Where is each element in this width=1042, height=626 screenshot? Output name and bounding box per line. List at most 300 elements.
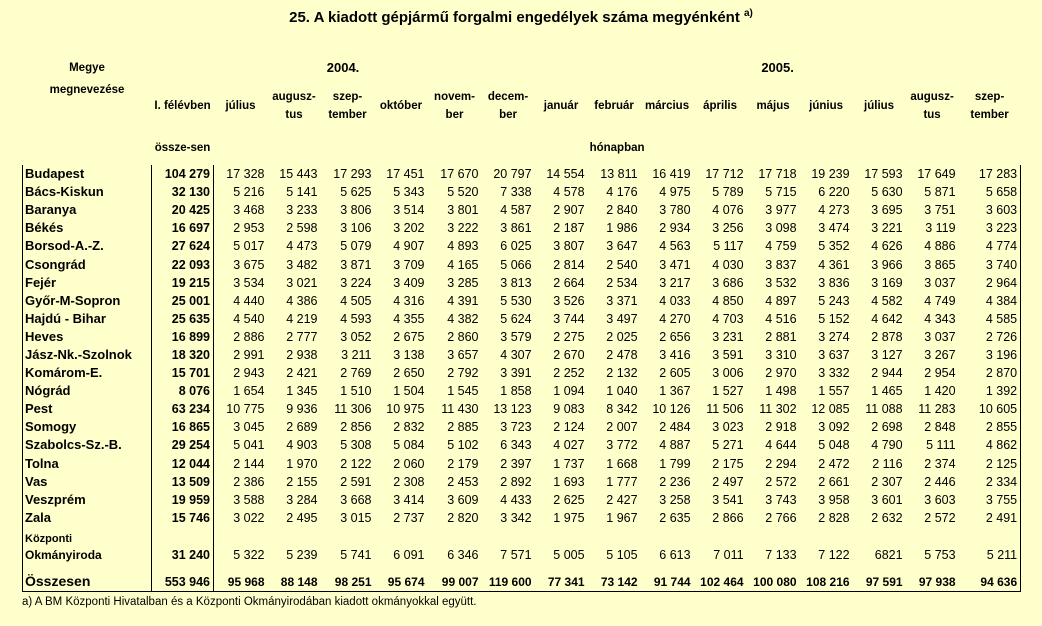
monthly-value: 5 141 [286, 185, 318, 200]
table-row [23, 400, 1021, 418]
monthly-value: 3 865 [924, 257, 956, 272]
monthly-value: 11 302 [759, 402, 797, 417]
monthly-value: 4 033 [659, 293, 691, 308]
monthly-value: 11 506 [706, 402, 744, 417]
monthly-value: 2 953 [233, 221, 265, 236]
county-name: Összesen [23, 563, 152, 592]
first-half-total: 29 254 [152, 436, 214, 454]
office-name-line1: Központi [25, 532, 73, 545]
monthly-value: 4 473 [286, 239, 318, 254]
monthly-value: 3 023 [712, 420, 744, 435]
monthly-value: 2 122 [340, 456, 372, 471]
monthly-value: 1 777 [606, 474, 638, 489]
monthly-value: 3 668 [340, 492, 372, 507]
monthly-value: 7 338 [500, 185, 532, 200]
monthly-value: 2 124 [553, 420, 585, 435]
monthly-value: 1 498 [765, 384, 797, 399]
monthly-value: 1 975 [553, 510, 585, 525]
monthly-value: 5 243 [818, 293, 850, 308]
county-name: Borsod-A.-Z. [23, 237, 152, 255]
table-row [23, 563, 1021, 592]
monthly-value: 4 897 [765, 293, 797, 308]
county-name: Somogy [23, 418, 152, 436]
monthly-value: 2 472 [818, 456, 850, 471]
monthly-value: 2 726 [959, 328, 1021, 346]
monthly-value: 4 176 [606, 185, 638, 200]
monthly-value: 3 657 [447, 347, 479, 362]
first-half-total: 25 635 [152, 310, 214, 328]
monthly-value: 10 605 [959, 400, 1021, 418]
monthly-value: 2 446 [924, 474, 956, 489]
monthly-value: 3 541 [712, 492, 744, 507]
monthly-value: 4 975 [659, 185, 691, 200]
monthly-value: 6 343 [500, 438, 532, 453]
monthly-value: 5 211 [959, 527, 1021, 563]
monthly-value: 119 600 [482, 563, 535, 592]
monthly-value: 3 807 [553, 239, 585, 254]
monthly-value: 6 025 [500, 239, 532, 254]
monthly-value: 3 958 [818, 492, 850, 507]
monthly-value: 3 482 [286, 257, 318, 272]
county-name: Baranya [23, 201, 152, 219]
first-half-total: 8 076 [152, 382, 214, 400]
monthly-value: 3 222 [447, 221, 479, 236]
monthly-value: 4 165 [447, 257, 479, 272]
month-header: decem-ber [487, 91, 529, 121]
monthly-value: 2 635 [659, 510, 691, 525]
monthly-value: 3 098 [765, 221, 797, 236]
monthly-value: 1 858 [500, 384, 532, 399]
monthly-value: 2 598 [286, 221, 318, 236]
monthly-value: 4 307 [500, 347, 532, 362]
monthly-value: 2 670 [553, 347, 585, 362]
monthly-value: 4 540 [233, 311, 265, 326]
table-row [23, 382, 1021, 400]
monthly-value: 17 451 [386, 167, 425, 182]
monthly-value: 3 740 [959, 255, 1021, 273]
first-half-total: 553 946 [152, 563, 214, 592]
month-header: július [864, 100, 895, 112]
monthly-value: 9 083 [553, 402, 585, 417]
monthly-value: 3 588 [233, 492, 265, 507]
month-header: novem-ber [434, 91, 475, 121]
month-header: október [379, 100, 423, 112]
table-row [23, 165, 1021, 183]
monthly-value: 3 285 [447, 275, 479, 290]
monthly-value: 3 695 [871, 203, 903, 218]
monthly-value: 17 328 [226, 167, 265, 182]
monthly-value: 2 792 [447, 366, 479, 381]
first-half-total: 19 959 [152, 491, 214, 509]
monthly-value: 11 088 [865, 402, 903, 417]
month-header: augusz-tus [910, 91, 954, 121]
monthly-value: 4 749 [924, 293, 956, 308]
monthly-value: 2 252 [553, 366, 585, 381]
monthly-value: 4 893 [447, 239, 479, 254]
title-footnote-mark: a) [743, 8, 753, 19]
monthly-value: 3 416 [659, 347, 691, 362]
monthly-value: 1 527 [712, 384, 744, 399]
monthly-value: 2 132 [606, 366, 638, 381]
first-half-total: 104 279 [152, 165, 214, 183]
monthly-value: 94 636 [959, 563, 1021, 592]
monthly-value: 99 007 [428, 563, 482, 592]
county-name: Hajdú - Bihar [23, 310, 152, 328]
county-name: Nógrád [23, 382, 152, 400]
county-name: Pest [23, 400, 152, 418]
monthly-value: 5 017 [233, 239, 265, 254]
monthly-value: 5 271 [712, 438, 744, 453]
first-half-header: I. félévben [154, 100, 211, 112]
monthly-value: 4 578 [553, 185, 585, 200]
month-header: július [225, 100, 256, 112]
monthly-value: 3 119 [925, 221, 956, 236]
monthly-value: 98 251 [321, 563, 375, 592]
monthly-value: 5 152 [818, 311, 850, 326]
monthly-value: 5 352 [818, 239, 850, 254]
monthly-value: 6 220 [818, 185, 850, 200]
monthly-value: 2 491 [959, 509, 1021, 527]
monthly-value: 3 127 [871, 347, 903, 362]
table-row [23, 219, 1021, 237]
monthly-value: 4 361 [818, 257, 850, 272]
monthly-value: 2 625 [553, 492, 585, 507]
monthly-value: 2 397 [500, 456, 532, 471]
month-header: március [645, 100, 690, 112]
monthly-value: 3 836 [818, 275, 850, 290]
monthly-value: 4 585 [959, 310, 1021, 328]
monthly-value: 1 504 [393, 384, 425, 399]
monthly-value: 3 780 [659, 203, 691, 218]
county-header [23, 55, 152, 165]
monthly-value: 13 811 [600, 167, 638, 182]
monthly-value: 1 420 [924, 384, 956, 399]
monthly-value: 3 310 [765, 347, 797, 362]
monthly-value: 4 433 [500, 492, 532, 507]
monthly-value: 17 649 [917, 167, 956, 182]
monthly-value: 3 743 [765, 492, 797, 507]
monthly-value: 2 970 [765, 366, 797, 381]
first-half-total: 31 240 [152, 527, 214, 563]
monthly-value: 1 557 [818, 384, 850, 399]
monthly-value: 2 689 [286, 420, 318, 435]
table-row [23, 255, 1021, 273]
monthly-value: 2 294 [765, 456, 797, 471]
monthly-value: 97 938 [906, 563, 959, 592]
monthly-value: 3 837 [765, 257, 797, 272]
monthly-value: 2 832 [393, 420, 425, 435]
monthly-value: 3 233 [286, 203, 318, 218]
monthly-value: 2 870 [959, 364, 1021, 382]
monthly-value: 6821 [874, 547, 903, 562]
monthly-value: 2 495 [286, 510, 318, 525]
monthly-value: 1 094 [553, 384, 585, 399]
monthly-value: 2 144 [233, 456, 265, 471]
monthly-value: 2 885 [447, 420, 479, 435]
county-name: Fejér [23, 274, 152, 292]
monthly-value: 2 856 [340, 420, 372, 435]
monthly-value: 2 605 [659, 366, 691, 381]
monthly-value: 2 820 [447, 510, 479, 525]
monthly-value: 1 345 [286, 384, 318, 399]
monthly-value: 2 308 [393, 474, 425, 489]
monthly-value: 11 306 [334, 402, 372, 417]
total-header: össze-sen [154, 142, 211, 154]
monthly-value: 3 022 [233, 510, 265, 525]
monthly-value: 4 382 [447, 311, 479, 326]
monthly-value: 1 465 [871, 384, 903, 399]
monthly-value: 1 367 [659, 384, 691, 399]
first-half-total: 19 215 [152, 274, 214, 292]
monthly-value: 6 346 [447, 547, 479, 562]
monthly-value: 4 386 [286, 293, 318, 308]
monthly-value: 3 468 [233, 203, 265, 218]
county-name: Zala [23, 509, 152, 527]
monthly-value: 2 187 [553, 221, 585, 236]
monthly-value: 1 693 [553, 474, 585, 489]
monthly-value: 4 850 [712, 293, 744, 308]
monthly-value: 2 675 [393, 329, 425, 344]
monthly-value: 3 391 [500, 366, 532, 381]
monthly-value: 4 076 [712, 203, 744, 218]
monthly-value: 2 944 [871, 366, 903, 381]
table-row [23, 455, 1021, 473]
monthly-value: 3 231 [712, 329, 744, 344]
monthly-value: 3 591 [712, 347, 744, 362]
county-name: Budapest [23, 165, 152, 183]
monthly-value: 3 813 [500, 275, 532, 290]
first-half-total: 20 425 [152, 201, 214, 219]
monthly-value: 4 593 [340, 311, 372, 326]
monthly-value: 2 698 [871, 420, 903, 435]
monthly-value: 5 630 [871, 185, 903, 200]
monthly-value: 14 554 [546, 167, 585, 182]
monthly-value: 7 122 [818, 547, 850, 562]
monthly-value: 2 632 [871, 510, 903, 525]
monthly-value: 2 386 [233, 474, 265, 489]
monthly-value: 1 545 [447, 384, 479, 399]
first-half-total: 13 509 [152, 473, 214, 491]
monthly-value: 7 011 [713, 547, 744, 562]
monthly-value: 5 789 [712, 185, 744, 200]
monthly-value: 5 117 [713, 239, 744, 254]
monthly-value: 4 563 [659, 239, 691, 254]
monthly-value: 3 751 [924, 203, 956, 218]
county-name: Szabolcs-Sz.-B. [23, 436, 152, 454]
monthly-value: 2 661 [818, 474, 850, 489]
table-row [23, 346, 1021, 364]
monthly-value: 16 419 [652, 167, 691, 182]
monthly-value: 17 670 [440, 167, 479, 182]
monthly-value: 1 737 [553, 456, 585, 471]
monthly-value: 2 918 [765, 420, 797, 435]
table-row [23, 436, 1021, 454]
month-header: január [543, 100, 579, 112]
first-half-total: 25 001 [152, 292, 214, 310]
county-name: Veszprém [23, 491, 152, 509]
monthly-value: 3 224 [340, 275, 372, 290]
table-row [23, 201, 1021, 219]
monthly-value: 5 308 [340, 438, 372, 453]
monthly-value: 4 703 [712, 311, 744, 326]
table-row [23, 509, 1021, 527]
monthly-value: 4 343 [924, 311, 956, 326]
monthly-value: 108 216 [800, 563, 853, 592]
monthly-value: 2 497 [712, 474, 744, 489]
monthly-value: 2 892 [500, 474, 532, 489]
monthly-value: 3 686 [712, 275, 744, 290]
monthly-value: 3 196 [959, 346, 1021, 364]
monthly-value: 5 658 [959, 183, 1021, 201]
monthly-value: 10 775 [226, 402, 265, 417]
monthly-value: 3 409 [393, 275, 425, 290]
monthly-value: 4 505 [340, 293, 372, 308]
month-header: április [703, 100, 737, 112]
monthly-value: 2 125 [959, 455, 1021, 473]
monthly-value: 2 453 [447, 474, 479, 489]
monthly-value: 3 037 [924, 329, 956, 344]
monthly-value: 8 342 [606, 402, 638, 417]
county-name: Bács-Kiskun [23, 183, 152, 201]
monthly-value: 95 968 [214, 563, 268, 592]
first-half-total: 18 320 [152, 346, 214, 364]
monthly-value: 4 644 [765, 438, 797, 453]
month-header: augusz-tus [272, 91, 316, 121]
monthly-value: 1 799 [659, 456, 691, 471]
monthly-value: 5 005 [553, 547, 585, 562]
per-month-header: hónapban [589, 142, 645, 154]
monthly-value: 3 414 [393, 492, 425, 507]
monthly-value: 2 540 [606, 257, 638, 272]
monthly-value: 4 887 [659, 438, 691, 453]
month-header: május [756, 100, 790, 112]
monthly-value: 9 936 [286, 402, 318, 417]
monthly-value: 2 116 [872, 456, 903, 471]
monthly-value: 2 534 [606, 275, 638, 290]
monthly-value: 3 217 [659, 275, 691, 290]
monthly-value: 3 274 [818, 329, 850, 344]
monthly-value: 4 440 [233, 293, 265, 308]
monthly-value: 5 322 [233, 547, 265, 562]
monthly-value: 5 343 [393, 185, 425, 200]
monthly-value: 77 341 [535, 563, 588, 592]
monthly-value: 5 530 [500, 293, 532, 308]
table-row [23, 328, 1021, 346]
monthly-value: 11 430 [441, 402, 479, 417]
monthly-value: 3 106 [340, 221, 372, 236]
monthly-value: 4 316 [393, 293, 425, 308]
monthly-value: 1 970 [286, 456, 318, 471]
monthly-value: 2 007 [606, 420, 638, 435]
monthly-value: 4 355 [393, 311, 425, 326]
monthly-value: 100 080 [747, 563, 800, 592]
monthly-value: 2 943 [233, 366, 265, 381]
monthly-value: 2 334 [959, 473, 1021, 491]
county-header-line2: megnevezése [49, 84, 125, 96]
monthly-value: 3 138 [393, 347, 425, 362]
monthly-value: 3 723 [500, 420, 532, 435]
monthly-value: 5 048 [818, 438, 850, 453]
table-row [23, 527, 1021, 563]
title-text: 25. A kiadott gépjármű forgalmi engedélyek száma megyénként [289, 9, 740, 26]
monthly-value: 3 579 [500, 329, 532, 344]
monthly-value: 2 175 [712, 456, 744, 471]
table-row [23, 237, 1021, 255]
monthly-value: 2 572 [765, 474, 797, 489]
monthly-value: 2 484 [659, 420, 691, 435]
monthly-value: 2 814 [553, 257, 585, 272]
monthly-value: 4 027 [553, 438, 585, 453]
monthly-value: 3 258 [659, 492, 691, 507]
county-name: Komárom-E. [23, 364, 152, 382]
first-half-total: 22 093 [152, 255, 214, 273]
monthly-value: 17 293 [333, 167, 372, 182]
monthly-value: 1 040 [606, 384, 638, 399]
monthly-value: 4 790 [871, 438, 903, 453]
monthly-value: 12 085 [811, 402, 850, 417]
monthly-value: 2 656 [659, 329, 691, 344]
monthly-value: 3 801 [447, 203, 479, 218]
monthly-value: 3 267 [924, 347, 956, 362]
monthly-value: 2 848 [924, 420, 956, 435]
monthly-value: 91 744 [641, 563, 694, 592]
monthly-value: 2 737 [393, 510, 425, 525]
monthly-value: 2 478 [606, 347, 638, 362]
monthly-value: 3 755 [959, 491, 1021, 509]
monthly-value: 3 514 [393, 203, 425, 218]
monthly-value: 88 148 [268, 563, 321, 592]
month-header: február [594, 100, 634, 112]
monthly-value: 2 964 [959, 274, 1021, 292]
table-row [23, 364, 1021, 382]
monthly-value: 3 601 [871, 492, 903, 507]
monthly-value: 20 797 [493, 167, 532, 182]
monthly-value: 5 715 [765, 185, 797, 200]
monthly-value: 3 806 [340, 203, 372, 218]
monthly-value: 3 603 [924, 492, 956, 507]
monthly-value: 4 886 [924, 239, 956, 254]
monthly-value: 3 772 [606, 438, 638, 453]
monthly-value: 3 637 [818, 347, 850, 362]
monthly-value: 2 427 [606, 492, 638, 507]
monthly-value: 2 236 [659, 474, 691, 489]
first-half-total: 32 130 [152, 183, 214, 201]
monthly-value: 2 275 [553, 329, 585, 344]
monthly-value: 19 239 [811, 167, 850, 182]
monthly-value: 3 534 [233, 275, 265, 290]
county-name [23, 527, 152, 563]
monthly-value: 2 954 [924, 366, 956, 381]
county-name: Békés [23, 219, 152, 237]
monthly-value: 4 642 [871, 311, 903, 326]
monthly-value: 3 532 [765, 275, 797, 290]
monthly-value: 17 712 [705, 167, 744, 182]
monthly-value: 5 625 [340, 185, 372, 200]
monthly-value: 13 123 [493, 402, 532, 417]
table-row [23, 292, 1021, 310]
monthly-value: 17 593 [864, 167, 903, 182]
monthly-value: 3 497 [606, 311, 638, 326]
monthly-value: 2 991 [233, 347, 265, 362]
monthly-value: 3 006 [712, 366, 744, 381]
monthly-value: 4 030 [712, 257, 744, 272]
table-row [23, 473, 1021, 491]
monthly-value: 2 769 [340, 366, 372, 381]
monthly-value: 4 587 [500, 203, 532, 218]
monthly-value: 2 881 [765, 329, 797, 344]
monthly-value: 5 741 [340, 547, 372, 562]
monthly-value: 3 045 [233, 420, 265, 435]
